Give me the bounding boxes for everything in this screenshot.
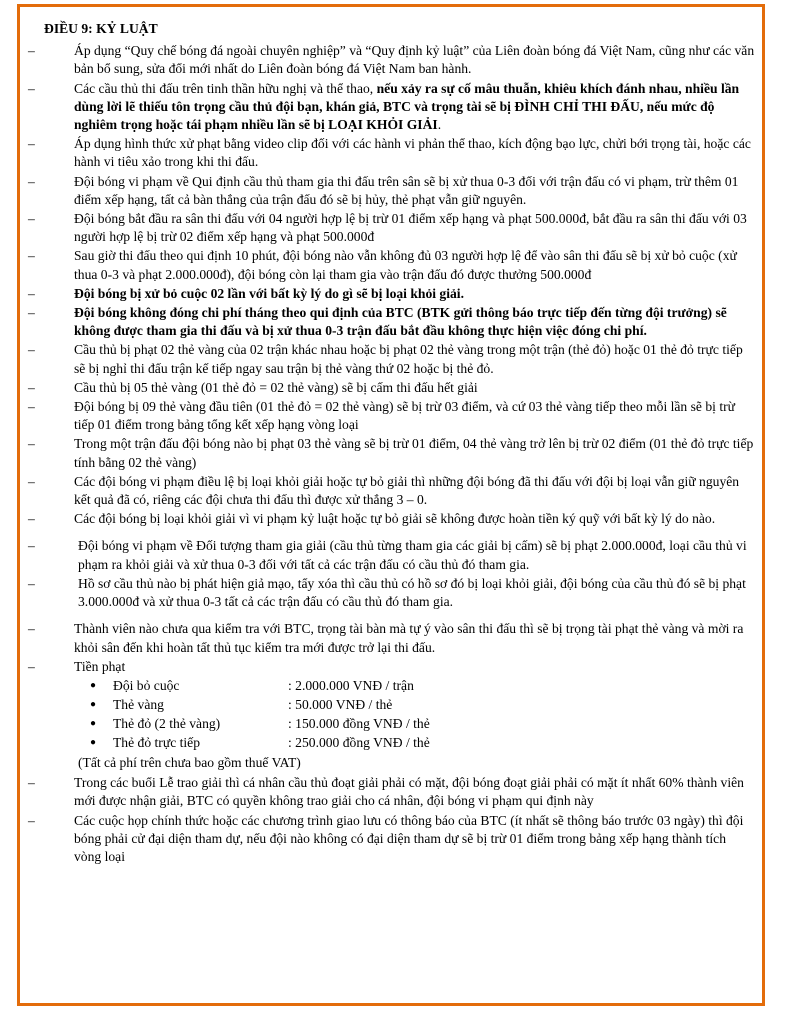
rule-text: Hồ sơ cầu thủ nào bị phát hiện giả mạo, tẩy xóa thì cầu thủ có hồ sơ đó bị loại khỏi giải, đội bóng của cầu thủ đó sẽ bị phạt 3.000.000đ và xử thua 0-3 tất cả các trận đấu có cầu thủ đó tham gia. [78,575,746,610]
fee-amount: : 250.000 đồng VNĐ / thẻ [288,735,430,751]
bullet-icon: ● [90,680,97,692]
rule-text: Tiền phạt [74,658,126,674]
rule-text: Các cuộc họp chính thức hoặc các chương trình giao lưu có thông báo của BTC (ít nhất sẽ thông báo trước 03 ngày) thì đội bóng phải cử đại diện tham dự, nếu đội nào không có đại diện tham dự sẽ bị trừ 01 điểm trong bảng xếp hạng thành tích vòng loại [74,812,744,864]
rule-text-bold: Đội bóng bị xử bỏ cuộc 02 lần với bất kỳ lý do gì sẽ bị loại khỏi giải. [74,285,464,301]
rule-item [28,620,756,656]
rule-item [28,473,756,509]
dash-bullet: – [28,136,35,152]
rule-text: Các cầu thủ thi đấu trên tinh thần hữu nghị và thể thao, [74,80,377,96]
rule-item [28,80,756,135]
rule-text: Các đội bóng vi phạm điều lệ bị loại khỏi giải hoặc tự bỏ giải thì những đội bóng đã thi đấu với đội bị loại vẫn giữ nguyên kết quả đã có, riêng các đội chưa thi đấu thì được xử thắng 3 – 0. [74,473,740,508]
fee-row [90,677,756,696]
fee-name: Thẻ đỏ trực tiếp [113,735,201,751]
rule-item [28,510,756,528]
rule-text: Đội bóng vi phạm về Qui định cầu thủ tham gia thi đấu trên sân sẽ bị xử thua 0-3 đối với trận đấu có vi phạm, trừ thêm 01 điểm xếp hạng, tất cả bàn thắng của trận đấu đó sẽ bị hủy, thẻ phạt vẫn giữ nguyên. [74,173,739,207]
rule-text: Đội bóng vi phạm về Đối tượng tham gia giải (cầu thủ từng tham gia các giải bị cấm) sẽ bị phạt 2.000.000đ, loại cầu thủ vi phạm ra khỏi giải và xử thua 0-3 đối với tất cả các trận đấu có cầu thủ đó tham gia. [78,538,747,572]
rule-item [28,341,756,377]
rule-text: Đội bóng bắt đầu ra sân thi đấu với 04 người hợp lệ bị trừ 01 điểm xếp hạng và phạt 500.000đ, bắt đầu ra sân thi đấu với 03 người hợp lệ bị trừ 02 điểm xếp hạng và phạt 500.000đ [74,211,747,245]
rule-item [28,435,756,471]
rule-item [28,285,756,303]
dash-bullet: – [28,173,35,189]
rule-text: Áp dụng “Quy chế bóng đá ngoài chuyên nghiệp” và “Quy định kỷ luật” của Liên đoàn bóng đá Việt Nam, cũng như các văn bản bổ sung, sửa đổi mới nhất do Liên đoàn bóng đá Việt Nam ban hành. [74,43,755,77]
bullet-icon: ● [90,737,97,749]
rule-text: . [437,117,442,133]
fee-note: (Tất cả phí trên chưa bao gồm thuế VAT) [78,754,301,770]
rule-text-bold: nếu xảy ra sự cố mâu thuẫn, khiêu khích đánh nhau, nhiều lần dùng lời lẽ thiếu tôn trọng cầu thủ đội bạn, khán giả, BTC và trọng tài sẽ bị ĐÌNH CHỈ THI ĐẤU, nếu mức độ nghiêm trọng hoặc tái phạm nhiều lần sẽ bị LOẠI KHỎI GIẢI [74,80,740,133]
rule-item [28,774,756,810]
dash-bullet: – [28,211,35,227]
bullet-icon: ● [90,699,97,711]
dash-bullet: – [28,43,35,59]
dash-bullet: – [28,511,35,527]
rule-item [28,135,756,171]
dash-bullet: – [28,658,35,674]
fee-amount: : 150.000 đồng VNĐ / thẻ [288,716,430,732]
fee-row [90,734,756,753]
rule-item [28,575,756,611]
rule-text: Các đội bóng bị loại khỏi giải vì vi phạm kỷ luật hoặc tự bỏ giải sẽ không được hoàn tiền ký quỹ với bất kỳ lý do nào. [74,511,716,527]
fee-amount: : 50.000 VNĐ / thẻ [288,697,393,713]
rule-text-bold: Đội bóng không đóng chi phí tháng theo qui định của BTC (BTK gửi thông báo trực tiếp đến từng đội trưởng) sẽ không được tham gia thi đấu và bị xử thua 0-3 trận đấu bắt đầu không thực hiện việc đóng chi phí. [74,305,727,339]
fee-row [90,696,756,715]
rule-text: Cầu thủ bị phạt 02 thẻ vàng của 02 trận khác nhau hoặc bị phạt 02 thẻ vàng trong một trận (thẻ đỏ) hoặc 01 thẻ đỏ trực tiếp sẽ bị nghỉ thi đấu trận kế tiếp ngay sau trận bị thẻ vàng thứ 02 hoặc bị thẻ đỏ. [74,342,743,376]
dash-bullet: – [28,305,35,321]
rule-item [28,812,756,867]
bullet-icon: ● [90,718,97,730]
rule-item [28,304,756,340]
article-body [28,20,756,867]
rule-item [28,247,756,283]
article-heading: ĐIỀU 9: KỶ LUẬT [44,21,158,36]
rule-text: Trong một trận đấu đội bóng nào bị phạt 03 thẻ vàng sẽ bị trừ 01 điểm, 04 thẻ vàng trở lên bị trừ 02 điểm (01 thẻ đỏ trực tiếp tính bằng 02 thẻ vàng) [74,436,754,470]
rule-text: Cầu thủ bị 05 thẻ vàng (01 thẻ đỏ = 02 thẻ vàng) sẽ bị cấm thi đấu hết giải [74,379,478,395]
rule-list-continued [28,774,756,866]
rule-item [28,379,756,397]
dash-bullet: – [28,473,35,489]
fee-list [28,677,756,753]
dash-bullet: – [28,436,35,452]
rule-item [28,210,756,246]
dash-bullet: – [28,538,35,554]
rule-text: Thành viên nào chưa qua kiểm tra với BTC, trọng tài bàn mà tự ý vào sân thi đấu thì sẽ bị trọng tài phạt thẻ vàng và mời ra khỏi sân đến khi hoàn tất thủ tục kiểm tra mới được trở lại thi đấu. [74,621,744,655]
rule-text: Sau giờ thi đấu theo qui định 10 phút, đội bóng nào vẫn không đủ 03 người hợp lệ để vào sân thi đấu sẽ bị xử bỏ cuộc (xử thua 0-3 và phạt 2.000.000đ), đội bóng còn lại tham gia vào trận đấu đó được thưởng 500.000đ [74,248,737,282]
dash-bullet: – [28,285,35,301]
dash-bullet: – [28,342,35,358]
fee-name: Thẻ đỏ (2 thẻ vàng) [113,716,221,732]
rule-list [28,42,756,676]
fee-name: Thẻ vàng [113,697,164,713]
fee-name: Đội bỏ cuộc [113,678,180,694]
dash-bullet: – [28,80,35,96]
rule-text: Đội bóng bị 09 thẻ vàng đầu tiên (01 thẻ đỏ = 02 thẻ vàng) sẽ bị trừ 03 điểm, và cứ 03 thẻ vàng tiếp theo mỗi lần sẽ bị trừ tiếp 01 điểm trong bảng tổng kết xếp hạng vòng loại [74,399,735,433]
rule-item [28,658,756,676]
dash-bullet: – [28,621,35,637]
dash-bullet: – [28,775,35,791]
fee-amount: : 2.000.000 VNĐ / trận [288,678,414,694]
rule-item [28,537,756,573]
rule-text: Trong các buổi Lễ trao giải thì cá nhân cầu thủ đoạt giải phải có mặt, đội bóng đoạt giải phải có mặt ít nhất 60% thành viên mới được nhận giải, BTC có quyền không trao giải cho cá nhân, đội bóng vi phạm qui định này [74,775,744,809]
rule-item [28,173,756,209]
rule-text: Áp dụng hình thức xử phạt bằng video clip đối với các hành vi phản thể thao, kích động bạo lực, chửi bới trọng tài, hoặc các hành vi tiêu xảo trong khi thi đấu. [74,136,751,170]
rule-item [28,398,756,434]
rule-item [28,42,756,78]
dash-bullet: – [28,248,35,264]
dash-bullet: – [28,575,35,591]
fee-row [90,715,756,734]
dash-bullet: – [28,399,35,415]
dash-bullet: – [28,379,35,395]
dash-bullet: – [28,812,35,828]
